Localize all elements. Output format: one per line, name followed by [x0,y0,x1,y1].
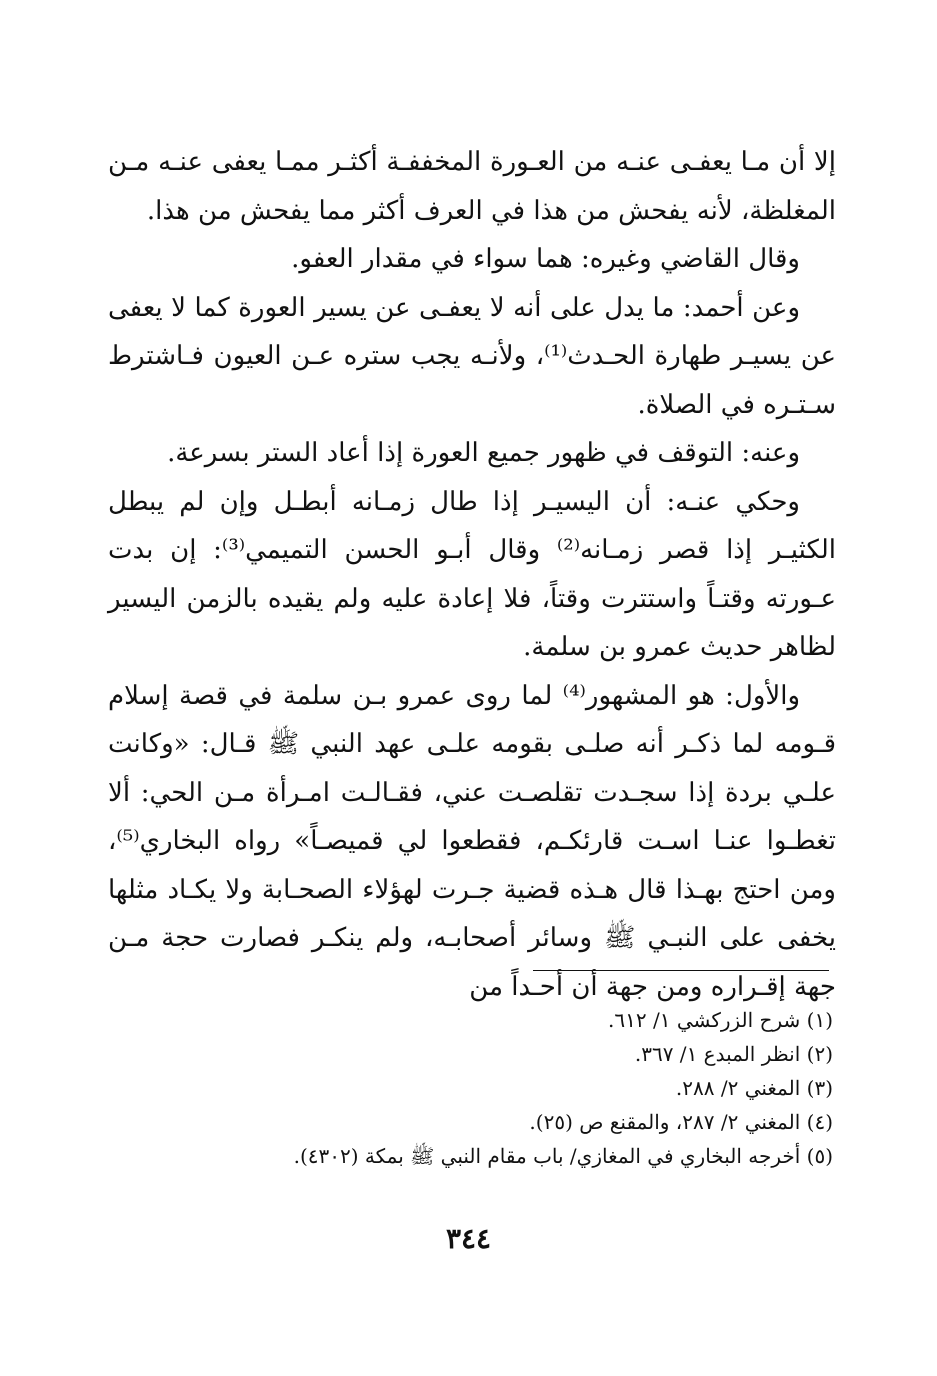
paragraph-3: وعن أحمد: ما يدل على أنه لا يعفـى عن يسير العورة كما لا يعفى عن يسيـر طهارة الحـدث⁽¹⁾، ولأنـه يجب ستره عـن العيون فـاشترط سـتـره في الصلاة. [108,292,836,420]
footnote-2: (٢) انظر المبدع ١/ ٣٦٧. [634,1042,833,1066]
main-text [108,138,836,1011]
footnote-3: (٣) المغني ٢/ ٢٨٨. [675,1076,833,1100]
paragraph-6: والأول: هو المشهور⁽⁴⁾ لما روى عمرو بـن سلمة في قصة إسلام قـومه لما ذكـر أنه صلـى بقومه علـى عهد النبي ﷺ قـال: «وكانت علـي بردة إذا سجـدت تقلصـت عني، فقـالـت امـرأة مـن الحي: ألا تغطـوا عنـا اسـت قارئكـم، فقطعوا لي قميصـاً» رواه البخاري⁽⁵⁾، ومن احتج بهـذا قال هـذه قضية جـرت لهؤلاء الصحـابة ولا يكـاد مثلها يخفى على النبـي ﷺ وسائر أصحابـه، ولم ينكـر فصارت حجة مـن جهة إقـراره ومن جهة أن أحـداً من [108,680,836,1002]
footnote-5: (٥) أخرجه البخاري في المغازي/ باب مقام النبي ﷺ بمكة (٤٣٠٢). [293,1144,833,1168]
page-number: ٣٤٤ [445,1222,492,1255]
paragraph-4: وعنه: التوقف في ظهور جميع العورة إذا أعاد الستر بسرعة. [167,438,800,468]
footnote-1: (١) شرح الزركشي ١/ ٦١٢. [608,1008,833,1032]
footnotes [105,1003,833,1173]
paragraph-5: وحكي عنـه: أن اليسيـر إذا طال زمـانه أبطـل وإن لم يبطل الكثيـر إذا قصر زمـانه⁽²⁾ وقال أبـو الحسن التميمي⁽³⁾: إن بدت عـورته وقتـاً واستترت وقتاً، فلا إعادة عليه ولم يقيده بالزمن اليسير لظاهر حديث عمرو بن سلمة. [108,486,837,662]
footnote-4: (٤) المغني ٢/ ٢٨٧، والمقنع ص (٢٥). [529,1110,833,1134]
paragraph-2: وقال القاضي وغيره: هما سواء في مقدار العفو. [291,244,800,274]
footnote-divider [533,970,829,971]
paragraph-1: إلا أن مـا يعفـى عنـه من العـورة المخففـة أكثـر ممـا يعفى عنـه مـن المغلظة، لأنه يفحش من هذا في العرف أكثر مما يفحش من هذا. [108,147,836,226]
